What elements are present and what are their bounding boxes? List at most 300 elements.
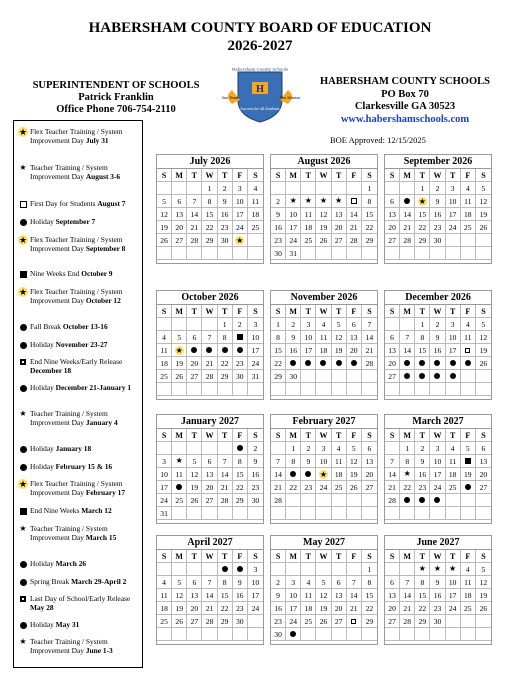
day-cell: 24	[248, 602, 263, 615]
day-cell: 16	[248, 468, 263, 481]
day-cell: 26	[476, 602, 491, 615]
day-cell	[202, 318, 217, 331]
day-cell: 9	[430, 331, 445, 344]
legend-text	[18, 340, 142, 349]
day-cell	[362, 628, 377, 641]
day-cell	[461, 247, 476, 260]
day-cell: 20	[332, 602, 347, 615]
flex-training-star-icon: ★	[18, 127, 28, 137]
weekday-header: F	[347, 429, 362, 442]
flex-training-star-icon: ★	[319, 469, 328, 479]
day-cell: 4	[316, 318, 331, 331]
legend-text	[18, 322, 142, 331]
day-cell	[187, 507, 202, 520]
day-cell	[461, 615, 476, 628]
day-cell	[415, 247, 430, 260]
weekday-header: S	[476, 550, 491, 563]
day-cell: 6	[347, 318, 362, 331]
holiday-dot-icon	[305, 360, 311, 366]
day-cell: 21	[362, 344, 377, 357]
day-cell: 23	[218, 221, 233, 234]
flex-training-star-icon: ★	[18, 287, 28, 297]
holiday-dot-icon	[20, 579, 27, 586]
weekday-header: S	[248, 169, 263, 182]
weekday-header: F	[233, 169, 248, 182]
day-cell: 17	[233, 208, 248, 221]
weekday-header: S	[385, 429, 400, 442]
day-cell: 23	[271, 615, 286, 628]
day-cell: 10	[233, 195, 248, 208]
day-cell	[157, 247, 172, 260]
day-holiday	[286, 628, 301, 641]
day-cell: 26	[172, 370, 187, 383]
month-day-grid	[271, 550, 377, 641]
day-cell: 29	[271, 370, 286, 383]
legend-text	[18, 577, 142, 586]
month-calendar	[270, 535, 378, 645]
early-release-square-icon	[20, 359, 26, 365]
day-cell: 1	[362, 563, 377, 576]
holiday-dot-icon	[419, 497, 425, 503]
day-cell	[157, 383, 172, 396]
day-cell	[446, 494, 461, 507]
flex-training-star-icon: ★	[18, 235, 28, 245]
weekday-header: T	[415, 305, 430, 318]
legend-description: First Day for Students	[30, 199, 98, 208]
month-calendar	[384, 414, 492, 524]
day-cell: 15	[218, 589, 233, 602]
weekday-header: M	[400, 550, 415, 563]
legend-item	[18, 163, 142, 181]
legend-icon-slot	[18, 637, 28, 647]
weekday-header: T	[332, 169, 347, 182]
day-cell	[301, 563, 316, 576]
day-cell: 17	[157, 481, 172, 494]
district-city: Clarkesville GA 30523	[354, 101, 456, 112]
weekday-header: W	[316, 429, 331, 442]
day-cell: 7	[400, 576, 415, 589]
board-title: HABERSHAM COUNTY BOARD OF EDUCATION	[88, 20, 432, 36]
day-training	[400, 468, 415, 481]
day-training	[301, 195, 316, 208]
day-cell: 23	[233, 357, 248, 370]
day-cell: 28	[347, 234, 362, 247]
day-cell: 5	[347, 442, 362, 455]
weekday-header: S	[476, 305, 491, 318]
day-cell	[385, 182, 400, 195]
month-title: June 2027	[385, 536, 491, 550]
day-cell: 19	[316, 602, 331, 615]
day-cell	[415, 383, 430, 396]
day-cell: 11	[316, 331, 331, 344]
training-star-icon: ★	[403, 469, 411, 478]
day-cell: 20	[332, 221, 347, 234]
day-cell: 11	[301, 589, 316, 602]
day-cell: 25	[301, 615, 316, 628]
day-cell	[332, 247, 347, 260]
holiday-dot-icon	[434, 497, 440, 503]
day-cell: 24	[286, 234, 301, 247]
legend-text	[18, 163, 142, 181]
month-title: March 2027	[385, 415, 491, 429]
day-cell: 19	[476, 589, 491, 602]
day-cell: 14	[202, 589, 217, 602]
day-cell: 10	[157, 468, 172, 481]
day-cell: 1	[271, 318, 286, 331]
legend-date: February 17	[85, 488, 126, 497]
training-star-icon: ★	[175, 456, 183, 465]
legend-description: Holiday	[30, 383, 56, 392]
day-cell: 17	[446, 344, 461, 357]
legend-date: May 31	[55, 620, 80, 629]
day-cell: 26	[187, 494, 202, 507]
day-cell	[362, 494, 377, 507]
day-training	[446, 563, 461, 576]
legend-icon-slot	[18, 357, 28, 367]
weekday-header: T	[301, 550, 316, 563]
day-cell	[172, 507, 187, 520]
legend-icon-slot	[18, 620, 28, 630]
day-cell: 17	[446, 589, 461, 602]
day-cell: 15	[415, 208, 430, 221]
day-cell: 20	[187, 602, 202, 615]
early-release-square-icon	[20, 596, 26, 602]
legend-description: Holiday	[30, 217, 56, 226]
weekday-header: S	[385, 305, 400, 318]
day-cell	[172, 247, 187, 260]
training-star-icon: ★	[319, 196, 328, 205]
weekday-header: T	[415, 550, 430, 563]
day-cell: 5	[187, 455, 202, 468]
weekday-header: T	[301, 429, 316, 442]
day-cell: 19	[347, 468, 362, 481]
day-cell: 9	[286, 331, 301, 344]
weekday-header: W	[202, 429, 217, 442]
day-cell	[187, 247, 202, 260]
day-cell: 3	[233, 182, 248, 195]
superintendent-phone: Office Phone 706-754-2110	[56, 104, 176, 115]
day-cell: 13	[385, 589, 400, 602]
day-cell	[461, 383, 476, 396]
day-cell: 21	[271, 481, 286, 494]
day-holiday	[430, 370, 445, 383]
day-cell: 19	[332, 344, 347, 357]
day-cell: 22	[415, 602, 430, 615]
holiday-dot-icon	[290, 631, 296, 637]
day-cell	[362, 247, 377, 260]
day-cell: 4	[157, 331, 172, 344]
legend-date: March 26	[55, 559, 87, 568]
day-cell: 27	[332, 234, 347, 247]
weekday-header: F	[233, 429, 248, 442]
day-cell: 4	[461, 182, 476, 195]
day-cell: 9	[271, 208, 286, 221]
day-cell	[362, 507, 377, 520]
day-cell: 20	[172, 221, 187, 234]
day-cell: 31	[248, 370, 263, 383]
day-cell: 18	[461, 208, 476, 221]
day-cell: 9	[301, 455, 316, 468]
day-cell: 27	[202, 494, 217, 507]
day-cell: 11	[461, 576, 476, 589]
day-cell: 5	[172, 576, 187, 589]
day-cell: 16	[430, 208, 445, 221]
day-cell: 23	[430, 602, 445, 615]
legend-text	[18, 594, 142, 612]
flex-training-star-icon: ★	[236, 235, 244, 245]
weekday-header: M	[286, 429, 301, 442]
day-cell	[476, 628, 491, 641]
day-cell	[332, 628, 347, 641]
weekday-header: M	[400, 169, 415, 182]
day-cell	[301, 628, 316, 641]
day-cell	[301, 370, 316, 383]
weekday-header: S	[271, 429, 286, 442]
day-cell: 16	[218, 208, 233, 221]
day-cell	[347, 370, 362, 383]
day-cell: 24	[446, 602, 461, 615]
day-cell: 13	[187, 589, 202, 602]
day-cell: 12	[476, 576, 491, 589]
day-cell: 16	[271, 602, 286, 615]
day-cell: 27	[362, 481, 377, 494]
weekday-header: T	[446, 305, 461, 318]
day-cell: 14	[400, 344, 415, 357]
day-cell: 12	[157, 208, 172, 221]
day-training	[286, 195, 301, 208]
day-cell: 1	[400, 442, 415, 455]
day-cell: 28	[400, 615, 415, 628]
legend-icon-slot	[18, 235, 28, 245]
day-cell	[157, 182, 172, 195]
day-cell: 24	[430, 481, 445, 494]
day-cell: 6	[187, 576, 202, 589]
day-holiday	[415, 370, 430, 383]
holiday-dot-icon	[465, 484, 471, 490]
day-cell: 8	[233, 455, 248, 468]
day-cell	[430, 247, 445, 260]
district-website-link[interactable]: www.habershamschools.com	[340, 113, 470, 125]
month-day-grid	[157, 550, 263, 641]
day-cell: 25	[461, 602, 476, 615]
day-holiday	[286, 357, 301, 370]
day-cell: 14	[218, 468, 233, 481]
weekday-header: W	[316, 169, 331, 182]
day-cell: 15	[362, 589, 377, 602]
day-cell	[316, 494, 331, 507]
day-cell: 21	[347, 221, 362, 234]
legend-description: Nine Weeks End	[30, 269, 82, 278]
holiday-dot-icon	[404, 497, 410, 503]
training-star-icon: ★	[433, 564, 442, 573]
day-cell	[172, 563, 187, 576]
weekday-header: S	[157, 305, 172, 318]
day-cell	[233, 507, 248, 520]
day-cell	[362, 383, 377, 396]
day-cell: 10	[301, 331, 316, 344]
day-cell	[187, 563, 202, 576]
logo-bottom-text: Success for All Students	[240, 107, 280, 111]
day-cell: 7	[202, 331, 217, 344]
weekday-header: S	[362, 169, 377, 182]
month-title: April 2027	[157, 536, 263, 550]
holiday-dot-icon	[465, 360, 471, 366]
nine-weeks-end-square-icon	[237, 334, 243, 340]
legend-date: October 9	[81, 269, 113, 278]
day-cell	[301, 247, 316, 260]
day-cell	[172, 383, 187, 396]
day-cell: 2	[233, 318, 248, 331]
legend-date: June 1-3	[85, 646, 113, 655]
day-cell: 7	[400, 331, 415, 344]
day-training	[332, 195, 347, 208]
month-calendar	[156, 290, 264, 400]
training-star-icon: ★	[19, 163, 27, 172]
day-cell: 10	[248, 331, 263, 344]
day-cell: 16	[415, 468, 430, 481]
legend-item	[18, 506, 142, 515]
day-cell: 15	[362, 208, 377, 221]
legend-date: July 31	[85, 136, 109, 145]
month-calendar	[156, 535, 264, 645]
legend-text	[18, 409, 142, 427]
day-cell	[187, 628, 202, 641]
legend-date: March 15	[85, 533, 117, 542]
day-cell	[286, 563, 301, 576]
day-holiday	[172, 481, 187, 494]
legend-date: March 29-April 2	[71, 577, 127, 586]
day-cell: 28	[362, 357, 377, 370]
weekday-header: T	[415, 429, 430, 442]
day-cell: 3	[286, 576, 301, 589]
day-cell: 29	[415, 615, 430, 628]
logo-right-text: One Mission	[279, 96, 301, 100]
day-cell	[316, 628, 331, 641]
day-nine-weeks-end	[461, 455, 476, 468]
day-cell: 25	[172, 494, 187, 507]
day-cell: 18	[248, 208, 263, 221]
day-cell: 13	[385, 208, 400, 221]
day-cell: 26	[172, 615, 187, 628]
holiday-dot-icon	[320, 360, 326, 366]
weekday-header: F	[347, 550, 362, 563]
day-cell: 13	[476, 455, 491, 468]
legend-icon-slot	[18, 479, 28, 489]
day-cell: 14	[400, 589, 415, 602]
day-cell	[400, 247, 415, 260]
legend-text	[18, 199, 142, 208]
month-title: January 2027	[157, 415, 263, 429]
day-cell	[157, 563, 172, 576]
weekday-header: T	[332, 550, 347, 563]
day-cell: 21	[400, 221, 415, 234]
day-cell: 10	[446, 331, 461, 344]
day-cell: 14	[362, 331, 377, 344]
superintendent-name: Patrick Franklin	[78, 92, 154, 103]
legend-date: December 21-January 1	[55, 383, 132, 392]
holiday-dot-icon	[20, 464, 27, 471]
day-cell: 13	[362, 455, 377, 468]
day-cell: 5	[157, 195, 172, 208]
day-cell: 12	[476, 331, 491, 344]
day-cell: 1	[415, 182, 430, 195]
day-cell: 20	[385, 602, 400, 615]
day-cell: 12	[187, 468, 202, 481]
day-cell: 25	[446, 481, 461, 494]
weekday-header: T	[218, 550, 233, 563]
day-cell: 29	[362, 234, 377, 247]
weekday-header: W	[430, 305, 445, 318]
day-cell: 18	[157, 602, 172, 615]
day-cell: 1	[415, 318, 430, 331]
day-cell	[301, 507, 316, 520]
logo-top-text: Habersham County Schools	[231, 66, 289, 72]
day-cell: 10	[286, 208, 301, 221]
day-cell	[248, 234, 263, 247]
day-cell	[218, 507, 233, 520]
day-cell: 23	[233, 602, 248, 615]
day-holiday	[301, 468, 316, 481]
legend-text	[18, 235, 142, 253]
training-star-icon: ★	[289, 196, 297, 205]
day-cell: 15	[233, 468, 248, 481]
day-cell	[248, 383, 263, 396]
legend-item	[18, 357, 142, 375]
day-holiday	[286, 468, 301, 481]
day-cell: 2	[271, 576, 286, 589]
legend-item	[18, 340, 142, 349]
training-star-icon: ★	[19, 409, 27, 418]
day-cell: 25	[157, 370, 172, 383]
day-cell: 10	[316, 455, 331, 468]
day-cell: 13	[347, 331, 362, 344]
day-cell: 4	[332, 442, 347, 455]
day-cell: 12	[316, 208, 331, 221]
day-cell: 25	[157, 615, 172, 628]
day-cell	[385, 247, 400, 260]
day-cell: 4	[248, 182, 263, 195]
legend-item	[18, 269, 142, 278]
month-day-grid	[157, 305, 263, 396]
day-cell	[202, 563, 217, 576]
weekday-header: M	[286, 550, 301, 563]
training-star-icon: ★	[449, 564, 457, 573]
day-holiday	[430, 357, 445, 370]
day-cell: 6	[202, 455, 217, 468]
day-holiday	[430, 494, 445, 507]
day-cell: 23	[415, 481, 430, 494]
day-cell	[271, 507, 286, 520]
legend-description: Spring Break	[30, 577, 72, 586]
day-cell: 17	[446, 208, 461, 221]
day-nine-weeks-end	[233, 331, 248, 344]
day-cell: 28	[187, 234, 202, 247]
school-crest-icon	[221, 66, 301, 124]
day-cell: 13	[385, 344, 400, 357]
day-cell: 5	[316, 576, 331, 589]
day-flex-training	[316, 468, 331, 481]
first-day-square-icon	[351, 198, 357, 204]
boe-approval: BOE Approved: 12/15/2025	[330, 135, 426, 145]
day-cell: 29	[218, 370, 233, 383]
month-calendar	[156, 414, 264, 524]
day-cell	[400, 563, 415, 576]
day-cell: 27	[187, 615, 202, 628]
day-cell	[316, 507, 331, 520]
day-cell: 13	[202, 468, 217, 481]
legend-icon-slot	[18, 409, 28, 419]
day-cell: 19	[476, 344, 491, 357]
